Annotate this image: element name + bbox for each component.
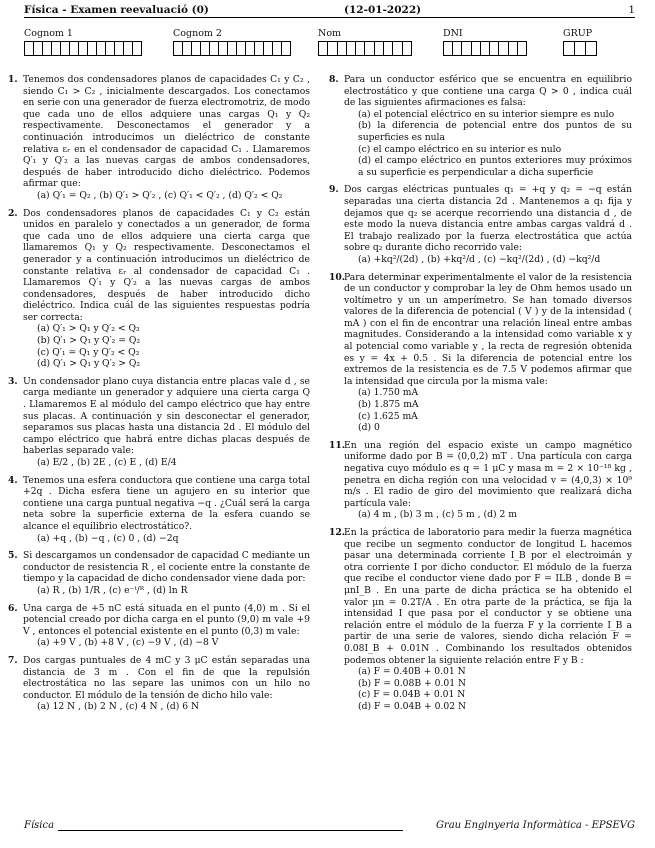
char-box[interactable] (246, 42, 255, 55)
question-text: Tenemos dos condensadores planos de capacidades C₁ y C₂ , siendo C₁ > C₂ , inicialmente descargados. Los conectamos en serie con una generador de fuerza electromotriz, de modo que cada uno de ellos adquiere unas cargas Q₁ y Q₂ respectivamente. Desconectamos el generador y a continuación introducimos un dieléctrico de constante relativa εᵣ en el condensador de capacidad C₁ . Llamaremos Q′₁ y Q′₂ a las nuevas cargas de ambos condensadores, después de haber introducido dicho dieléctrico. Podemos afirmar que: (23, 74, 310, 190)
page-header (24, 4, 635, 16)
header-rule (24, 17, 635, 18)
footer-rule (58, 830, 403, 831)
answer-options: (a) Q′₁ = Q₂ , (b) Q′₁ > Q′₂ , (c) Q′₁ < Q′₂ , (d) Q′₂ < Q₂ (37, 189, 283, 201)
char-box[interactable] (192, 42, 201, 55)
question-number: 7. (8, 654, 18, 666)
questions-left-column (8, 74, 310, 719)
char-box[interactable] (462, 42, 471, 55)
question-number: 3. (8, 375, 18, 387)
question (8, 655, 310, 713)
page-footer (24, 820, 635, 831)
field-label: Cognom 2 (173, 28, 222, 39)
question (8, 74, 310, 202)
char-box[interactable] (273, 42, 282, 55)
char-box[interactable] (237, 42, 246, 55)
char-box[interactable] (70, 42, 79, 55)
question-number: 9. (329, 184, 339, 196)
char-box[interactable] (25, 42, 34, 55)
char-box[interactable] (365, 42, 374, 55)
char-box[interactable] (575, 42, 586, 55)
questions-right-column (329, 74, 632, 718)
answer-options (344, 387, 632, 433)
field-label: GRUP (563, 28, 593, 39)
char-box[interactable] (97, 42, 106, 55)
char-box[interactable] (88, 42, 97, 55)
question-number: 5. (8, 550, 18, 562)
answer-options: (a) 4 m , (b) 3 m , (c) 5 m , (d) 2 m (358, 509, 517, 521)
char-box[interactable] (403, 42, 411, 55)
answer-option: (c) 1.625 mA (358, 410, 418, 422)
answer-options: (a) +kq²/(2d) , (b) +kq²/d , (c) −kq²/(2d) , (d) −kq²/d (358, 253, 601, 265)
answer-option: (a) el potencial eléctrico en su interior siempre es nulo (358, 108, 615, 120)
question-number: 6. (8, 602, 18, 614)
char-box[interactable] (328, 42, 337, 55)
char-box[interactable] (124, 42, 133, 55)
field-cognom2 (173, 28, 291, 56)
char-box[interactable] (564, 42, 575, 55)
char-box[interactable] (210, 42, 219, 55)
char-box[interactable] (375, 42, 384, 55)
char-box[interactable] (499, 42, 508, 55)
answer-option: (b) la diferencia de potencial entre dos puntos de su superficies es nula (358, 120, 632, 143)
char-box[interactable] (34, 42, 43, 55)
footer-degree: Grau Enginyeria Informàtica - EPSEVG (435, 820, 635, 831)
question-text: Tenemos una esfera conductora que contiene una carga total +2q . Dicha esfera tiene un agujero en su interior que contiene una carga puntual negativa −q . ¿Cuál será la carga neta sobre la superficie externa de la esfera cuando se alcance el equilibrio electrostático?. (23, 474, 310, 532)
answer-option: (d) el campo eléctrico en puntos exteriores muy próximos a su superficie es perpendicular a dicha superficie (358, 155, 632, 178)
char-box[interactable] (115, 42, 124, 55)
field-grup (563, 28, 597, 56)
question-text: Un condensador plano cuya distancia entre placas vale d , se carga mediante un generador y adquiere una cierta carga Q . Llamaremos E al módulo del campo eléctrico que hay entre sus placas. A continuación y sin desconectar el generador, separamos sus placas hasta una distancia 2d . El módulo del campo eléctrico que habrá entre dichas placas después de haberlas separado vale: (23, 375, 310, 457)
answer-options (344, 666, 632, 712)
char-box[interactable] (255, 42, 264, 55)
char-box[interactable] (133, 42, 141, 55)
exam-date: (12-01-2022) (344, 4, 422, 16)
question (8, 550, 310, 596)
field-dni (443, 28, 527, 56)
answer-options: (a) R , (b) 1/R , (c) e⁻ᵗ/ᴿ , (d) ln R (37, 584, 188, 596)
char-box[interactable] (472, 42, 481, 55)
char-box[interactable] (228, 42, 237, 55)
char-box[interactable] (444, 42, 453, 55)
char-box[interactable] (79, 42, 88, 55)
char-box[interactable] (282, 42, 290, 55)
answer-option: (b) 1.875 mA (358, 399, 419, 411)
char-box[interactable] (183, 42, 192, 55)
char-box[interactable] (453, 42, 462, 55)
question (329, 440, 632, 521)
answer-option: (a) Q′₁ > Q₁ y Q′₂ < Q₂ (37, 323, 140, 335)
question (329, 184, 632, 265)
answer-options: (a) +q , (b) −q , (c) 0 , (d) −2q (37, 532, 179, 544)
answer-option: (d) 0 (358, 422, 380, 434)
question (8, 376, 310, 469)
question (329, 74, 632, 178)
grup-boxes[interactable] (563, 41, 597, 56)
field-label: Cognom 1 (24, 28, 73, 39)
answer-option: (c) el campo eléctrico en su interior es nulo (358, 143, 562, 155)
answer-options (344, 109, 632, 179)
question-number: 4. (8, 474, 18, 486)
question-number: 1. (8, 74, 18, 85)
question-text: En una región del espacio existe un campo magnético uniforme dado por B = (0,0,2) mT . Una partícula con carga negativa cuyo módulo es q = 1 μC y masa m = 2 × 10⁻¹⁸ kg , penetra en dicha región con una velocidad v = (4,0,3) × 10⁹ m/s . El radio de giro del movimiento que realizará dicha partícula vale: (344, 439, 632, 509)
char-box[interactable] (201, 42, 210, 55)
char-box[interactable] (43, 42, 52, 55)
question-number: 11. (329, 439, 345, 451)
answer-options (23, 323, 310, 369)
char-box[interactable] (347, 42, 356, 55)
answer-option: (d) Q′₁ > Q₁ y Q′₂ > Q₂ (37, 358, 141, 370)
page-number: 1 (628, 4, 635, 16)
char-box[interactable] (586, 42, 596, 55)
answer-option: (c) Q′₁ = Q₁ y Q′₂ < Q₂ (37, 346, 140, 358)
question-number: 2. (8, 207, 18, 219)
field-label: DNI (443, 28, 463, 39)
char-box[interactable] (393, 42, 402, 55)
question-text: Dos cargas eléctricas puntuales q₁ = +q y q₂ = −q están separadas una cierta distancia 2d . Mantenemos a q₁ fija y dejamos que q₂ se acerque recorriendo una distancia d , de este modo la nueva distancia entre ambas cargas valdrá d . El trabajo realizado por la fuerza electrostática que actúa sobre q₂ durante dicho recorrido vale: (344, 184, 632, 254)
field-cognom1 (24, 28, 142, 56)
question (8, 475, 310, 545)
footer-subject: Física (24, 820, 55, 831)
question-text: Dos cargas puntuales de 4 mC y 3 μC están separadas una distancia de 3 m . Con el fin de que la repulsión electrostática no las separe las unimos con un hilo no conductor. El módulo de la tensión de dicho hilo vale: (23, 654, 310, 701)
question (8, 603, 310, 649)
char-box[interactable] (356, 42, 365, 55)
cognom1-boxes[interactable] (24, 41, 142, 56)
dni-boxes[interactable] (443, 41, 527, 56)
question-text: Dos condensadores planos de capacidades C₁ y C₂ están unidos en paralelo y conectados a un generador, de forma que cada uno de ellos adquiere una cierta carga que llamaremos Q₁ y Q₂ respectivamente. Desconectamos el generador y a continuación introducimos un dieléctrico de constante relativa εᵣ al condensador de capacidad C₁ . Llamaremos Q′₁ y Q′₂ a las nuevas cargas de ambos condensadores, después de haber introducido dicho dieléctrico. Indica cuál de las siguientes respuestas podría ser correcta: (23, 207, 310, 323)
char-box[interactable] (490, 42, 499, 55)
field-label: Nom (318, 28, 342, 39)
char-box[interactable] (106, 42, 115, 55)
answer-option: (a) F = 0.40B + 0.01 N (358, 666, 466, 678)
question-text: Una carga de +5 nC está situada en el punto (4,0) m . Si el potencial creado por dicha carga en el punto (9,0) m vale +9 V , entonces el potencial existente en el punto (0,3) m vale: (23, 602, 310, 637)
char-box[interactable] (319, 42, 328, 55)
question-number: 12. (329, 526, 345, 538)
question-text: Para determinar experimentalmente el valor de la resistencia de un conductor y comprobar la ley de Ohm hemos usado un voltímetro y un un amperímetro. Se han tomado diversos valores de la diferencia de potencial ( V ) y de la intensidad ( mA ) con el fin de encontrar una relación lineal entre ambas magnitudes. Considerando a la intensidad como variable x y al potencial como variable y , la recta de regresión obtenida es y = 4x + 0.5 . Si la diferencia de potencial entre los extremos de la resistencia es de 7.5 V podemos afirmar que la intensidad que circula por la misma vale: (344, 271, 632, 387)
question (329, 272, 632, 434)
answer-option: (d) F = 0.04B + 0.02 N (358, 700, 467, 712)
char-box[interactable] (481, 42, 490, 55)
exam-title: Física - Examen reevaluació (0) (24, 4, 209, 16)
answer-option: (a) 1.750 mA (358, 387, 419, 399)
nom-boxes[interactable] (318, 41, 412, 56)
char-box[interactable] (518, 42, 526, 55)
answer-options: (a) +9 V , (b) +8 V , (c) −9 V , (d) −8 V (37, 637, 219, 649)
char-box[interactable] (509, 42, 518, 55)
char-box[interactable] (384, 42, 393, 55)
char-box[interactable] (338, 42, 347, 55)
char-box[interactable] (174, 42, 183, 55)
question-text: En la práctica de laboratorio para medir la fuerza magnética que recibe un segmento conductor de longitud L hacemos pasar una determinada corriente I_B por el electroimán y otra corriente I por dicho conductor. El módulo de la fuerza que recibe el conductor viene dado por F = ILB , donde B = μnI_B . En una parte de dicha práctica se ha obtenido el valor μn = 0.2T/A . En otra parte de la práctica, se fija la intensidad I que pasa por el conductor y se obtiene una relación entre el módulo de la fuerza F y la corriente I_B a partir de una serie de valores, siendo dicha relación F = 0.08I_B + 0.01N . Combinando los resultados obtenidos podemos obtener la siguiente relación entre F y B : (344, 526, 632, 666)
char-box[interactable] (264, 42, 273, 55)
char-box[interactable] (219, 42, 228, 55)
question-number: 8. (329, 74, 339, 85)
answer-option: (c) F = 0.04B + 0.01 N (358, 689, 466, 701)
question-text: Si descargamos un condensador de capacidad C mediante un conductor de resistencia R , el cociente entre la constante de tiempo y la capacidad de dicho condensador viene dada por: (23, 550, 310, 585)
answer-options: (a) 12 N , (b) 2 N , (c) 4 N , (d) 6 N (37, 701, 200, 713)
cognom2-boxes[interactable] (173, 41, 291, 56)
answer-option: (b) Q′₁ > Q₁ y Q′₂ = Q₂ (37, 335, 141, 347)
answer-options: (a) E/2 , (b) 2E , (c) E , (d) E/4 (37, 457, 177, 468)
char-box[interactable] (61, 42, 70, 55)
question (329, 527, 632, 713)
question-number: 10. (329, 271, 345, 283)
answer-option: (b) F = 0.08B + 0.01 N (358, 677, 467, 689)
question-text: Para un conductor esférico que se encuentra en equilibrio electrostático y que contiene una carga Q > 0 , indica cuál de las siguientes afirmaciones es falsa: (344, 74, 632, 109)
char-box[interactable] (52, 42, 61, 55)
field-nom (318, 28, 412, 56)
question (8, 208, 310, 370)
